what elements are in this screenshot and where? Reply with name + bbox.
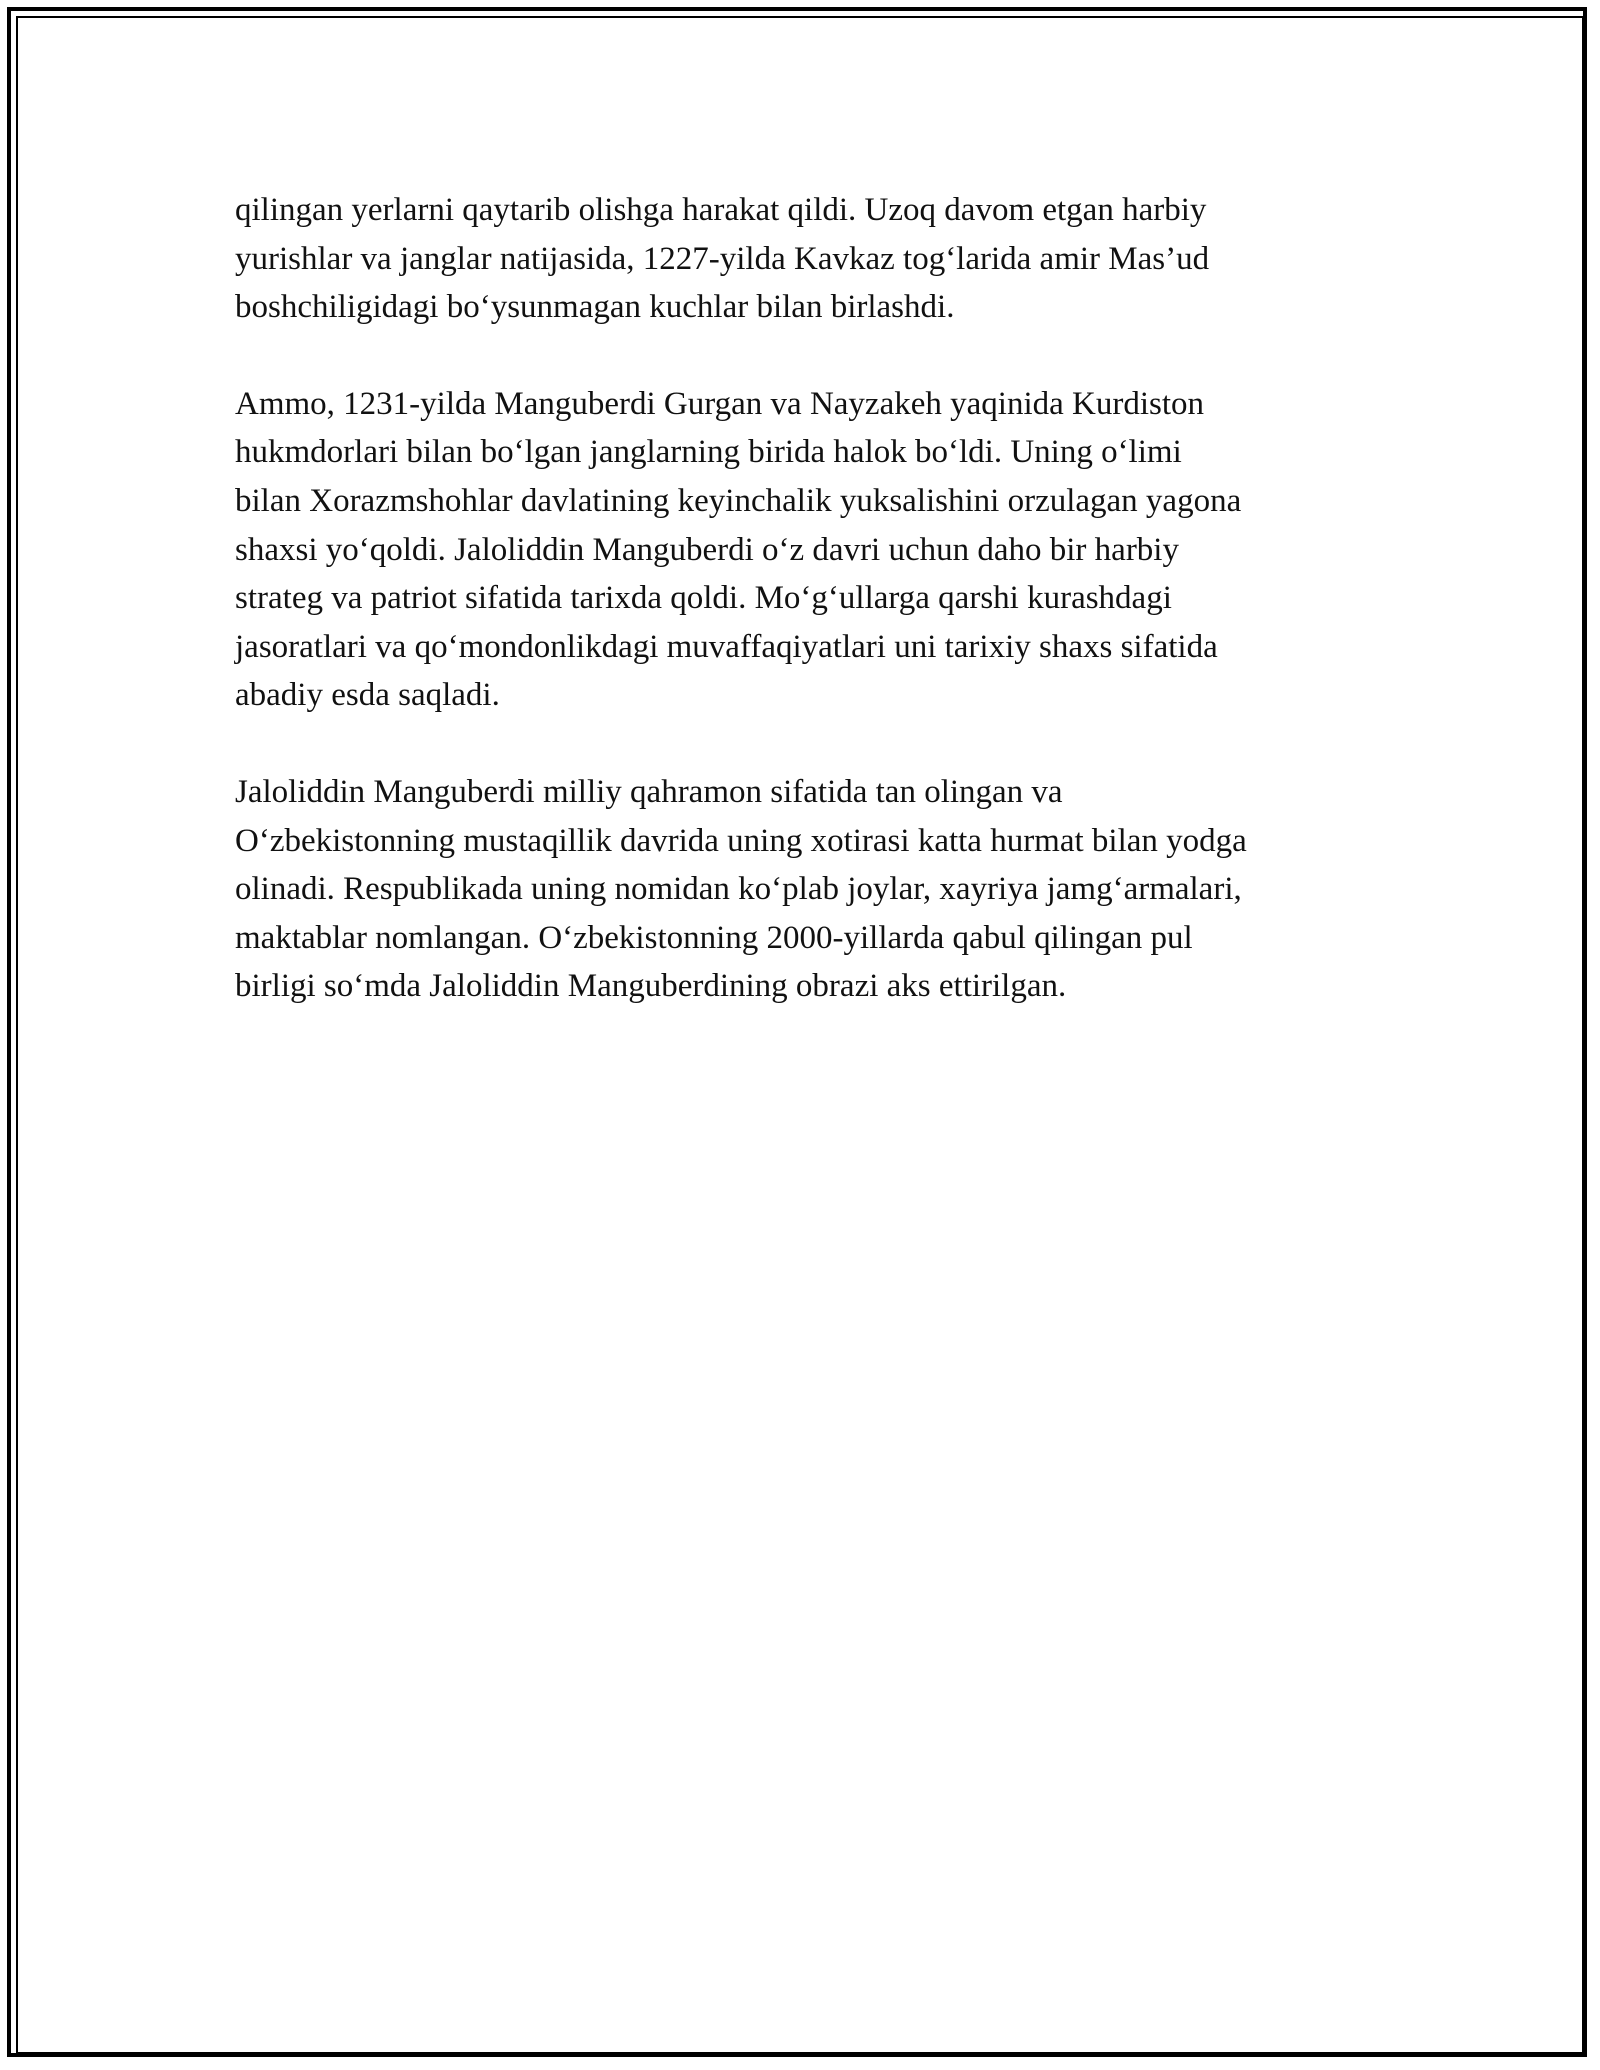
paragraph-line: yurishlar va janglar natijasida, 1227-yilda Kavkaz tog‘larida amir Mas’ud (235, 240, 1210, 277)
paragraph-line: maktablar nomlangan. O‘zbekistonning 2000-yillarda qabul qilingan pul (235, 919, 1193, 956)
paragraph-2 (235, 380, 1375, 720)
paragraph-line: hukmdorlari bilan bo‘lgan janglarning birida halok bo‘ldi. Uning o‘limi (235, 434, 1182, 471)
paragraph-line: strateg va patriot sifatida tarixda qoldi. Mo‘g‘ullarga qarshi kurashdagi (235, 580, 1172, 617)
paragraph-line: Ammo, 1231-yilda Manguberdi Gurgan va Nayzakeh yaqinida Kurdiston (235, 385, 1205, 422)
paragraph-line: Jaloliddin Manguberdi milliy qahramon sifatida tan olingan va (235, 773, 1063, 810)
paragraph-line: bilan Xorazmshohlar davlatining keyinchalik yuksalishini orzulagan yagona (235, 482, 1242, 519)
paragraph-line: boshchiligidagi bo‘ysunmagan kuchlar bilan birlashdi. (235, 289, 955, 326)
paragraph-line: O‘zbekistonning mustaqillik davrida uning xotirasi katta hurmat bilan yodga (235, 822, 1247, 859)
paragraph-line: olinadi. Respublikada uning nomidan ko‘plab joylar, xayriya jamg‘armalari, (235, 871, 1242, 908)
paragraph-1 (235, 186, 1375, 332)
paragraph-line: shaxsi yo‘qoldi. Jaloliddin Manguberdi o‘z davri uchun daho bir harbiy (235, 531, 1179, 568)
paragraph-3 (235, 768, 1375, 1011)
paragraph-line: abadiy esda saqladi. (235, 677, 500, 714)
document-body (235, 186, 1375, 1059)
paragraph-line: qilingan yerlarni qaytarib olishga harakat qildi. Uzoq davom etgan harbiy (235, 192, 1207, 228)
paragraph-line: jasoratlari va qo‘mondonlikdagi muvaffaqiyatlari uni tarixiy shaxs sifatida (235, 628, 1218, 665)
paragraph-line: birligi so‘mda Jaloliddin Manguberdining obrazi aks ettirilgan. (235, 968, 1067, 1005)
